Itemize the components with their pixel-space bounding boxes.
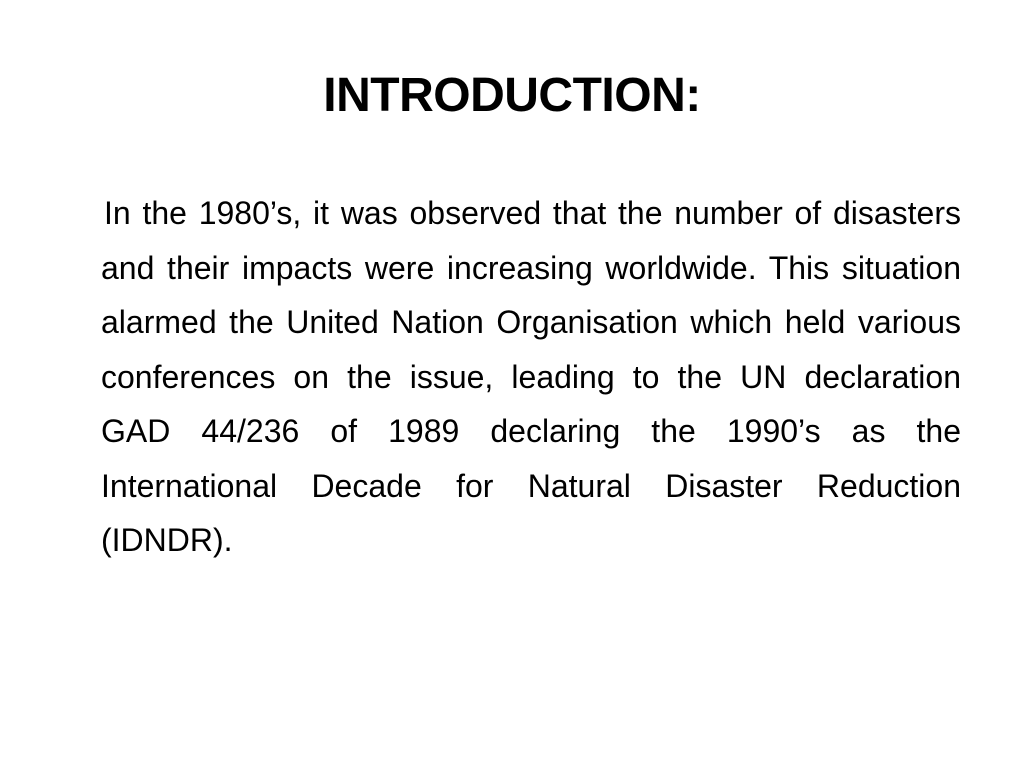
- slide-body-text: In the 1980’s, it was observed that the number of disasters and their impacts were increasing worldwide. This situation alarmed the United Nation Organisation which held various conferences on the issue, leading to the UN declaration GAD 44/236 of 1989 declaring the 1990’s as the International Decade for Natural Disaster Reduction (IDNDR).: [101, 195, 961, 558]
- slide-title: INTRODUCTION:: [323, 69, 701, 122]
